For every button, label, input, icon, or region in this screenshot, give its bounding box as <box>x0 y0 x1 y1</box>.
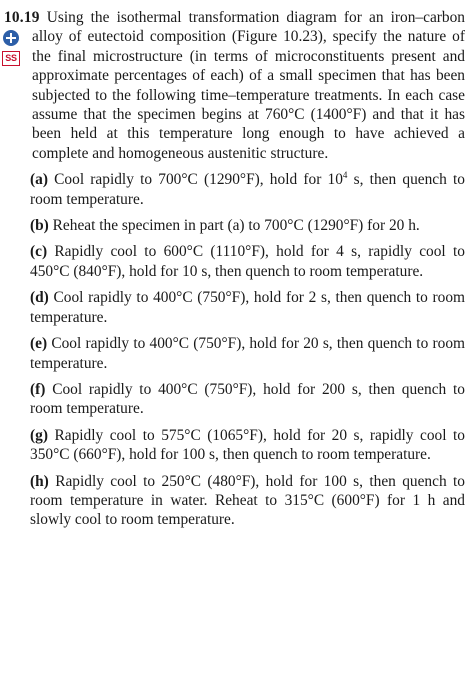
part-g <box>0 426 465 465</box>
part-d <box>0 288 465 327</box>
part-text: Cool rapidly to 400°C (750°F), hold for 2 s, then quench to room temperature. <box>30 289 465 326</box>
problem-statement <box>2 8 465 163</box>
part-f <box>0 380 465 419</box>
part-b <box>0 216 465 235</box>
part-label: (h) <box>30 472 49 490</box>
part-text: Rapidly cool to 250°C (480°F), hold for 100 s, then quench to room temperature in water. Reheat to 315°C (600°F) for 1 h and slowly cool to room temperature. <box>30 472 465 529</box>
part-text: Cool rapidly to 400°C (750°F), hold for 200 s, then quench to room temperature. <box>30 380 465 418</box>
part-label: (d) <box>30 289 49 307</box>
problem-number: 10.19 <box>4 9 40 26</box>
problem-text: Using the isothermal transformation diagram for an iron–carbon alloy of eutectoid composition (Figure 10.23), specify the nature of the final microstructure (in terms of microconstituents present and approximate percentages of each) of a small specimen that has been subjected to the following time–temperature treatments. In each case assume that the specimen begins at 760°C (1400°F) and that it has been held at this temperature long enough to have achieved a complete and homogeneous austenitic structure. <box>32 9 465 162</box>
part-label: (e) <box>30 335 48 353</box>
part-text: Rapidly cool to 575°C (1065°F), hold for 20 s, rapidly cool to 350°C (660°F), hold for 100 s, then quench to room temperature. <box>30 426 465 464</box>
part-label: (f) <box>30 380 46 398</box>
part-label: (c) <box>30 243 48 261</box>
part-label: (g) <box>30 426 48 444</box>
part-a <box>0 170 465 209</box>
part-text: Cool rapidly to 700°C (1290°F), hold for 10 <box>54 171 343 189</box>
part-h <box>0 472 465 530</box>
part-e <box>0 334 465 373</box>
exponent: 4 <box>342 170 348 181</box>
ss-icon: SS <box>2 51 20 66</box>
part-label: (b) <box>30 217 49 235</box>
part-text-cont: s, then quench to room temperature. <box>30 171 465 208</box>
part-c <box>0 242 465 281</box>
part-label: (a) <box>30 171 48 189</box>
part-text: Cool rapidly to 400°C (750°F), hold for 20 s, then quench to room temperature. <box>30 335 465 372</box>
part-text: Rapidly cool to 600°C (1110°F), hold for 4 s, rapidly cool to 450°C (840°F), hold for 10 s, then quench to room temperature. <box>30 243 465 280</box>
part-text: Reheat the specimen in part (a) to 700°C (1290°F) for 20 h. <box>52 217 420 235</box>
